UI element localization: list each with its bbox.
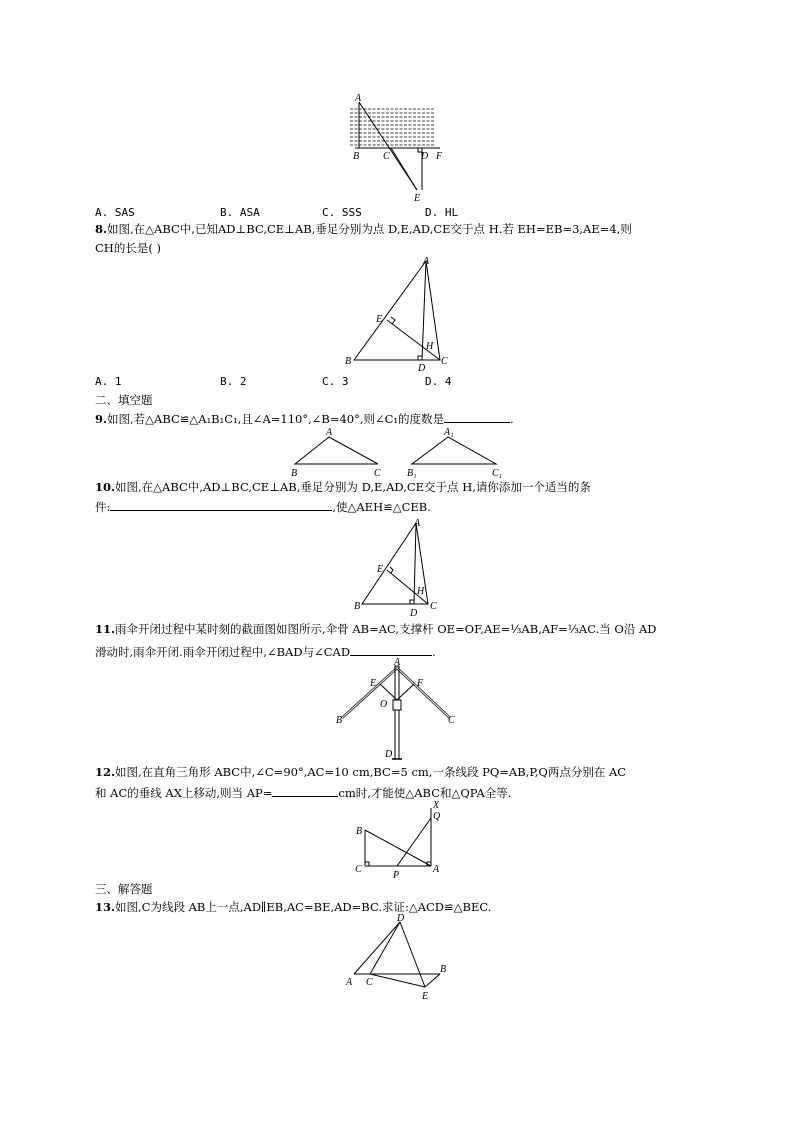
q11-text1: 雨伞开闭过程中某时刻的截面图如图所示,伞骨 AB=AC,支撑杆 OE=OF,AE=⅓AB,AF=⅓AC.当 O沿 AD (115, 622, 657, 636)
q11-text2b: . (432, 645, 436, 659)
q9-label-c1: C₁ (492, 468, 503, 479)
q9-number: 9. (95, 412, 108, 426)
q11-label-o: O (380, 699, 388, 710)
q10-label-d: D (410, 608, 418, 617)
q7-label-d: D (421, 151, 429, 162)
q9-text: 如图,若△ABC≌△A₁B₁C₁,且∠A=110°,∠B=40°,则∠C₁的度数是 (107, 412, 445, 426)
q12-line1 (95, 765, 626, 780)
q10-number: 10. (95, 480, 116, 494)
q7-label-a: A (355, 93, 362, 104)
q11-label-b: B (336, 715, 343, 726)
q12-line2 (95, 785, 511, 801)
q8-option-a: A. 1 (95, 375, 122, 388)
q9-figure-a1b1c1 (400, 425, 510, 480)
q13-label-d: D (397, 913, 405, 924)
q11-text2a: 滑动时,雨伞开闭.雨伞开闭过程中,∠BAD与∠CAD (95, 645, 351, 659)
q9-label-b: B (291, 468, 298, 479)
q7-label-e: E (414, 193, 421, 204)
section-2-heading: 二、填空题 (95, 393, 153, 407)
q7-option-a: A. SAS (95, 206, 135, 219)
q11-answer-blank[interactable] (350, 644, 432, 656)
q11-number: 11. (95, 622, 116, 636)
q12-label-c: C (355, 864, 362, 875)
q12-label-b: B (356, 826, 363, 837)
q9-figure-abc (285, 425, 385, 480)
q12-label-x: X (433, 800, 440, 811)
q10-text2a: 件: (95, 500, 111, 514)
q7-option-b: B. ASA (220, 206, 260, 219)
q10-figure (350, 517, 445, 617)
q12-text2a: 和 AC的垂线 AX上移动,则当 AP= (95, 786, 273, 800)
q12-text1: 如图,在直角三角形 ABC中,∠C=90°,AC=10 cm,BC=5 cm,一条线段 PQ=AB,P,Q两点分别在 AC (115, 765, 627, 779)
q8-label-a: A (423, 256, 430, 267)
q11-umbrella-figure (330, 656, 465, 764)
q8-label-d: D (418, 363, 426, 374)
q7-figure (345, 92, 455, 207)
q13-label-a: A (346, 977, 353, 988)
q10-label-h: H (417, 586, 425, 597)
q9-label-b1: B₁ (407, 468, 417, 479)
q9-label-a1: A₁ (444, 427, 454, 438)
q10-text1: 如图,在△ABC中,AD⊥BC,CE⊥AB,垂足分别为 D,E,AD,CE交于点 H,请你添加一个适当的条 (115, 480, 591, 494)
q11-label-c: C (448, 715, 455, 726)
q12-label-a: A (433, 864, 440, 875)
q8-line1 (95, 222, 632, 237)
section-3-heading: 三、解答题 (95, 882, 153, 896)
q12-figure (345, 800, 445, 882)
q9-answer-blank[interactable] (444, 411, 510, 423)
q12-label-q: Q (433, 811, 441, 822)
q8-option-d: D. 4 (425, 375, 452, 388)
q7-label-c: C (383, 151, 390, 162)
q8-label-e: E (376, 314, 383, 325)
q9-label-c: C (374, 468, 381, 479)
q13-text: 如图,C为线段 AB上一点,AD∥EB,AC=BE,AD=BC.求证:△ACD≌△BEC. (115, 900, 492, 914)
q7-label-b: B (353, 151, 360, 162)
q11-label-f: F (417, 678, 424, 689)
q12-answer-blank[interactable] (272, 785, 338, 797)
q10-text2b: ,使△AEH≌△CEB. (332, 500, 431, 514)
q13-label-b: B (440, 964, 447, 975)
q8-label-c: C (441, 356, 448, 367)
q11-label-a: A (394, 657, 401, 668)
q13-label-c: C (366, 977, 373, 988)
q11-label-d: D (385, 749, 393, 760)
q13-label-e: E (422, 991, 429, 1002)
q7-option-d: D. HL (425, 206, 459, 219)
q8-label-h: H (426, 341, 434, 352)
q10-label-b: B (354, 601, 361, 612)
q8-label-b: B (345, 356, 352, 367)
q8-line2: CH的长是( ) (95, 241, 161, 255)
q9-end: . (510, 412, 514, 426)
q10-line1 (95, 480, 591, 495)
q13-figure (340, 912, 455, 1007)
q8-option-c: C. 3 (322, 375, 349, 388)
q11-line1 (95, 622, 657, 637)
q10-label-c: C (430, 601, 437, 612)
q8-figure (340, 254, 455, 374)
q10-answer-blank[interactable] (110, 499, 332, 511)
q7-label-f: F (436, 151, 443, 162)
q8-option-b: B. 2 (220, 375, 247, 388)
q12-label-p: P (393, 870, 400, 881)
q9-label-a: A (326, 427, 333, 438)
q10-label-a: A (414, 518, 421, 529)
q12-number: 12. (95, 765, 116, 779)
q8-text1: 如图,在△ABC中,已知AD⊥BC,CE⊥AB,垂足分别为点 D,E,AD,CE交于点 H.若 EH=EB=3,AE=4,则 (107, 222, 632, 236)
q12-text2b: cm时,才能使△ABC和△QPA全等. (338, 786, 512, 800)
q10-line2 (95, 499, 431, 515)
q11-label-e: E (370, 678, 377, 689)
q10-label-e: E (377, 564, 384, 575)
q13-number: 13. (95, 900, 116, 914)
q8-number: 8. (95, 222, 108, 236)
q7-option-c: C. SSS (322, 206, 362, 219)
